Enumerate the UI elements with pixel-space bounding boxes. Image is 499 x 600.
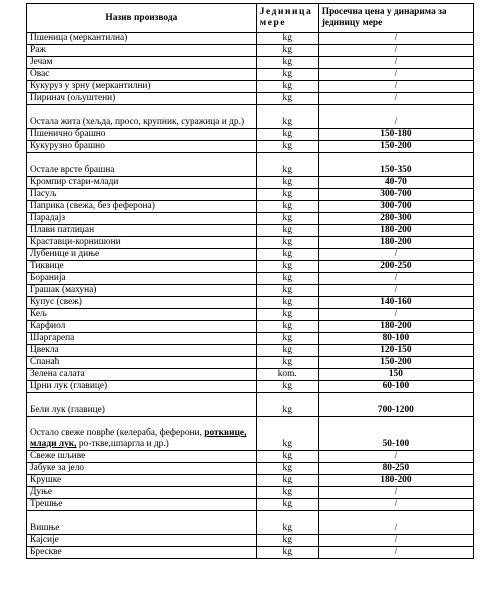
- unit-cell: kg: [256, 511, 318, 535]
- product-name-part: Остало свеже поврће (келераба, феферони,: [30, 428, 205, 438]
- product-name-cell: Раж: [27, 45, 257, 57]
- table-row: [27, 69, 474, 81]
- unit-cell: kg: [256, 309, 318, 321]
- product-name-cell: Парадајз: [27, 213, 257, 225]
- unit-cell: kg: [256, 225, 318, 237]
- header-unit: Јединица мере: [256, 4, 318, 33]
- price-cell: /: [318, 487, 473, 499]
- product-name-cell: Трешње: [27, 499, 257, 511]
- product-name-cell: Крушке: [27, 475, 257, 487]
- price-cell: 50-100: [318, 417, 473, 451]
- table-row: [27, 345, 474, 357]
- product-name-cell: Паприка (свежа, без феферона): [27, 201, 257, 213]
- price-cell: 180-200: [318, 475, 473, 487]
- table-row: [27, 487, 474, 499]
- product-name-cell: Кељ: [27, 309, 257, 321]
- price-cell: /: [318, 451, 473, 463]
- product-name-cell: Јабуке за јело: [27, 463, 257, 475]
- table-row: [27, 201, 474, 213]
- price-cell: /: [318, 547, 473, 559]
- unit-cell: kg: [256, 189, 318, 201]
- product-name-cell: Грашак (махуна): [27, 285, 257, 297]
- price-cell: /: [318, 33, 473, 45]
- table-row: [27, 93, 474, 105]
- table-row: [27, 357, 474, 369]
- table-row: [27, 547, 474, 559]
- product-name-cell: Брескве: [27, 547, 257, 559]
- product-name-cell: Дуње: [27, 487, 257, 499]
- unit-cell: kg: [256, 345, 318, 357]
- product-name-cell: Пшенично брашно: [27, 129, 257, 141]
- table-row: [27, 213, 474, 225]
- table-row: [27, 177, 474, 189]
- product-name-cell: Кајсије: [27, 535, 257, 547]
- unit-cell: kg: [256, 153, 318, 177]
- product-name-cell: Карфиол: [27, 321, 257, 333]
- table-row: [27, 297, 474, 309]
- product-name-cell: Свеже шљиве: [27, 451, 257, 463]
- table-row: [27, 417, 474, 451]
- price-cell: /: [318, 93, 473, 105]
- price-cell: /: [318, 45, 473, 57]
- table-row: [27, 261, 474, 273]
- product-name-cell: Кукурузно брашно: [27, 141, 257, 153]
- table-row: [27, 535, 474, 547]
- table-row: [27, 499, 474, 511]
- table-row: [27, 81, 474, 93]
- unit-cell: kg: [256, 357, 318, 369]
- price-cell: /: [318, 57, 473, 69]
- price-cell: /: [318, 511, 473, 535]
- product-name-cell: Лубенице и диње: [27, 249, 257, 261]
- unit-cell: kg: [256, 105, 318, 129]
- table-row: [27, 451, 474, 463]
- price-cell: 200-250: [318, 261, 473, 273]
- product-name-cell: Пасуљ: [27, 189, 257, 201]
- table-row: [27, 57, 474, 69]
- unit-cell: kg: [256, 285, 318, 297]
- price-cell: /: [318, 499, 473, 511]
- price-cell: 180-200: [318, 225, 473, 237]
- table-row: [27, 475, 474, 487]
- price-cell: 150-200: [318, 141, 473, 153]
- price-cell: 40-70: [318, 177, 473, 189]
- product-name-cell: Бели лук (главице): [27, 393, 257, 417]
- unit-cell: kg: [256, 463, 318, 475]
- product-name-cell: Цвекла: [27, 345, 257, 357]
- price-cell: 150: [318, 369, 473, 381]
- table-row: [27, 237, 474, 249]
- unit-cell: kg: [256, 499, 318, 511]
- unit-cell: kg: [256, 141, 318, 153]
- unit-cell: kg: [256, 81, 318, 93]
- table-row: [27, 33, 474, 45]
- unit-cell: kg: [256, 57, 318, 69]
- product-name-cell: Тиквице: [27, 261, 257, 273]
- product-name-cell: Пиринач (ољуштени): [27, 93, 257, 105]
- price-cell: 150-180: [318, 129, 473, 141]
- table-body: [27, 33, 474, 559]
- unit-cell: kg: [256, 417, 318, 451]
- price-cell: /: [318, 69, 473, 81]
- unit-cell: kg: [256, 129, 318, 141]
- unit-cell: kg: [256, 297, 318, 309]
- table-row: [27, 129, 474, 141]
- product-name-cell: Кукуруз у зрну (меркантилни): [27, 81, 257, 93]
- table-row: [27, 463, 474, 475]
- table-row: [27, 141, 474, 153]
- table-row: [27, 225, 474, 237]
- price-cell: 300-700: [318, 189, 473, 201]
- table-row: [27, 285, 474, 297]
- price-cell: /: [318, 105, 473, 129]
- unit-cell: kg: [256, 249, 318, 261]
- product-name-cell: Купус (свеж): [27, 297, 257, 309]
- table-row: [27, 321, 474, 333]
- unit-cell: kg: [256, 535, 318, 547]
- table-row: [27, 333, 474, 345]
- price-cell: /: [318, 81, 473, 93]
- table-row: [27, 273, 474, 285]
- product-name-cell: Остале врсте брашна: [27, 153, 257, 177]
- product-name-cell: Плави патлиџан: [27, 225, 257, 237]
- product-name-cell: Вишње: [27, 511, 257, 535]
- price-cell: 60-100: [318, 381, 473, 393]
- price-cell: 700-1200: [318, 393, 473, 417]
- price-cell: /: [318, 535, 473, 547]
- unit-cell: kg: [256, 45, 318, 57]
- price-cell: 280-300: [318, 213, 473, 225]
- unit-cell: kg: [256, 237, 318, 249]
- product-name-cell: [27, 417, 257, 451]
- unit-cell: kg: [256, 381, 318, 393]
- product-name-cell: Кромпир стари-млади: [27, 177, 257, 189]
- table-row: [27, 189, 474, 201]
- unit-cell: kg: [256, 69, 318, 81]
- unit-cell: kg: [256, 475, 318, 487]
- table-row: [27, 511, 474, 535]
- table-row: [27, 393, 474, 417]
- product-name-cell: Боранија: [27, 273, 257, 285]
- price-cell: /: [318, 309, 473, 321]
- unit-cell: kg: [256, 333, 318, 345]
- unit-cell: kg: [256, 93, 318, 105]
- unit-cell: kg: [256, 33, 318, 45]
- product-name-cell: Остала жита (хељда, просо, крупник, суражица и др.): [27, 105, 257, 129]
- table-row: [27, 45, 474, 57]
- product-name-cell: Пшеница (меркантилна): [27, 33, 257, 45]
- product-name-cell: Шаргарепа: [27, 333, 257, 345]
- table-row: [27, 381, 474, 393]
- table-row: [27, 105, 474, 129]
- table-row: [27, 369, 474, 381]
- price-cell: 80-100: [318, 333, 473, 345]
- unit-cell: kg: [256, 177, 318, 189]
- price-cell: 300-700: [318, 201, 473, 213]
- price-cell: 150-200: [318, 357, 473, 369]
- product-name-cell: Краставци-корнишони: [27, 237, 257, 249]
- price-table: [26, 3, 474, 559]
- table-row: [27, 249, 474, 261]
- price-cell: /: [318, 273, 473, 285]
- unit-cell: kg: [256, 487, 318, 499]
- product-name-cell: Спанаћ: [27, 357, 257, 369]
- price-cell: 180-200: [318, 321, 473, 333]
- product-name-part-underlined: ротквице, млади лук,: [30, 428, 247, 449]
- header-price: Просечна цена у динарима за јединицу мере: [318, 4, 473, 33]
- product-name-part: ро-ткве,шпаргла и др.): [76, 439, 169, 449]
- header-product-name: Назив производа: [27, 4, 257, 33]
- price-cell: 140-160: [318, 297, 473, 309]
- product-name-cell: Овас: [27, 69, 257, 81]
- price-cell: /: [318, 285, 473, 297]
- table-row: [27, 309, 474, 321]
- unit-cell: kg: [256, 201, 318, 213]
- product-name-cell: Јечам: [27, 57, 257, 69]
- unit-cell: kg: [256, 213, 318, 225]
- unit-cell: kg: [256, 261, 318, 273]
- price-cell: 120-150: [318, 345, 473, 357]
- product-name-cell: Зелена салата: [27, 369, 257, 381]
- unit-cell: kom.: [256, 369, 318, 381]
- price-cell: 180-200: [318, 237, 473, 249]
- table-row: [27, 153, 474, 177]
- price-cell: 150-350: [318, 153, 473, 177]
- unit-cell: kg: [256, 451, 318, 463]
- unit-cell: kg: [256, 321, 318, 333]
- unit-cell: kg: [256, 393, 318, 417]
- product-name-cell: Црни лук (главице): [27, 381, 257, 393]
- header-row: [27, 4, 474, 33]
- price-cell: 80-250: [318, 463, 473, 475]
- unit-cell: kg: [256, 547, 318, 559]
- price-cell: /: [318, 249, 473, 261]
- unit-cell: kg: [256, 273, 318, 285]
